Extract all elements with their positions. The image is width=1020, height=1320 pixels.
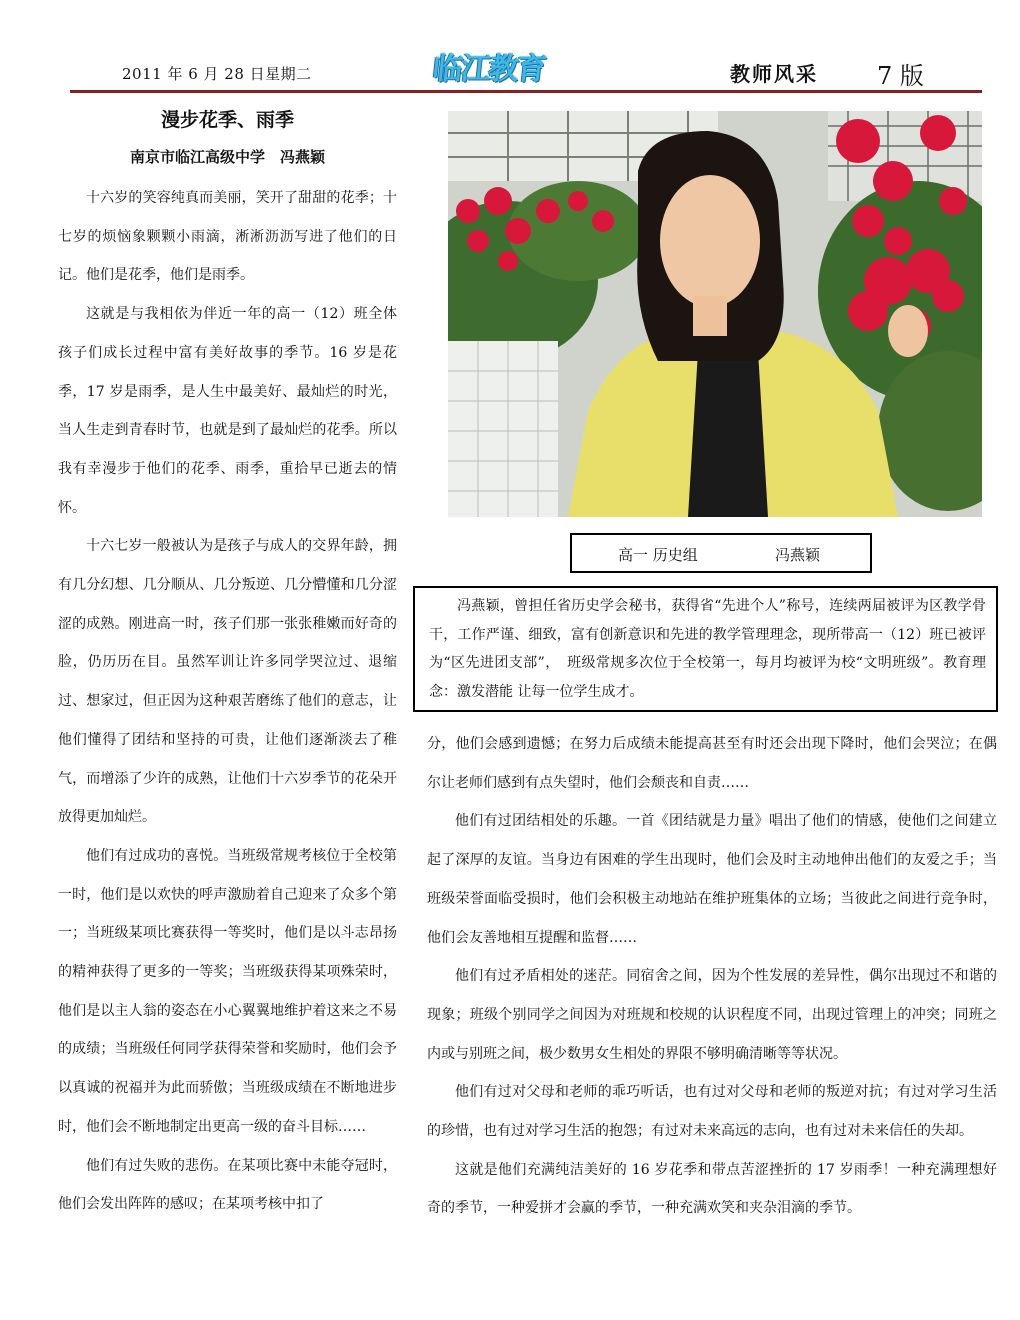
teacher-photo: [448, 111, 982, 517]
paragraph: 十六岁的笑容纯真而美丽，笑开了甜甜的花季；十七岁的烦恼象颗颗小雨滴，淅淅沥沥写进了他们的日记。他们是花季，他们是雨季。: [58, 190, 397, 284]
paragraph: 他们有过成功的喜悦。当班级常规考核位于全校第一时，他们是以欢快的呼声激励着自己迎来了众多个第一；当班级某项比赛获得一等奖时，他们是以斗志昂扬的精神获得了更多的一等奖；当班级获得某项殊荣时，他们是以主人翁的姿态在小心翼翼地维护着这来之不易的成绩；当班级任何同学获得荣誉和奖励时，他们会予以真诚的祝福并为此而骄傲；当班级成绩在不断地进步时，他们会不断地制定出更高一级的奋斗目标……: [58, 847, 397, 1135]
teacher-bio: 冯燕颖，曾担任省历史学会秘书，获得省“先进个人”称号，连续两届被评为区教学骨干，工作严谨、细致，富有创新意识和先进的教学管理理念，现所带高一（12）班已被评为“区先进团支部”， 班级常规多次位于全校第一，每月均被评为校“文明班级”。教育理念：激发潜能 让每一位学生成才。: [429, 598, 986, 700]
article-title: 漫步花季、雨季: [160, 109, 294, 131]
caption-name: 冯燕颖: [775, 546, 821, 564]
header-rule: [70, 90, 982, 93]
article-column-left: [58, 179, 397, 1224]
paragraph: 他们有过对父母和老师的乖巧听话，也有过对父母和老师的叛逆对抗；有过对学习生活的珍惜，也有过对学习生活的抱怨；有过对未来高远的志向，也有过对未来信任的失却。: [427, 1084, 997, 1140]
paragraph: 他们有过矛盾相处的迷茫。同宿舍之间，因为个性发展的差异性，偶尔出现过不和谐的现象；班级个别同学之间因为对班规和校规的认识程度不同，出现过管理上的冲突；同班之内或与别班之间，极少数男女生相处的界限不够明确清晰等等状况。: [427, 968, 997, 1062]
caption-group: 高一 历史组: [618, 546, 698, 564]
article-byline: 南京市临江高级中学 冯燕颖: [129, 148, 325, 166]
newspaper-logo: 临江教育: [430, 52, 547, 87]
teacher-bio-box: [413, 586, 998, 712]
section-title: 教师风采: [730, 62, 818, 86]
paragraph: 他们有过团结相处的乐趣。一首《团结就是力量》唱出了他们的情感，使他们之间建立起了深厚的友谊。当身边有困难的学生出现时，他们会及时主动地伸出他们的友爱之手；当班级荣誉面临受损时，他们会积极主动地站在维护班集体的立场；当彼此之间进行竞争时，他们会友善地相互提醒和监督……: [427, 813, 997, 946]
paragraph: 分，他们会感到遗憾；在努力后成绩未能提高甚至有时还会出现下降时，他们会哭泣；在偶尔让老师们感到有点失望时，他们会颓丧和自责……: [427, 736, 997, 791]
paragraph: 他们有过失败的悲伤。在某项比赛中未能夺冠时，他们会发出阵阵的感叹；在某项考核中扣了: [58, 1157, 397, 1213]
paragraph: 这就是与我相依为伴近一年的高一（12）班全体孩子们成长过程中富有美好故事的季节。16 岁是花季，17 岁是雨季，是人生中最美好、最灿烂的时光，当人生走到青春时节，也就是到了最灿烂的花季。所以我有幸漫步于他们的花季、雨季，重拾早已逝去的情怀。: [58, 306, 397, 516]
article-column-right: [427, 725, 997, 1228]
page-number: 7 版: [877, 62, 924, 90]
paragraph: 这就是他们充满纯洁美好的 16 岁花季和带点苦涩挫折的 17 岁雨季！一种充满理想好奇的季节，一种爱拼才会赢的季节，一种充满欢笑和夹杂泪滴的季节。: [427, 1161, 997, 1217]
paragraph: 十六七岁一般被认为是孩子与成人的交界年龄，拥有几分幻想、几分顺从、几分叛逆、几分懵懂和几分涩涩的成熟。刚进高一时，孩子们那一张张稚嫩而好奇的脸，仍历历在目。虽然军训让许多同学哭泣过、退缩过、想家过，但正因为这种艰苦磨练了他们的意志，让他们懂得了团结和坚持的可贵，让他们逐渐淡去了稚气，而增添了少许的成熟，让他们十六岁季节的花朵开放得更加灿烂。: [58, 538, 397, 826]
issue-date: 2011 年 6 月 28 日星期二: [122, 65, 312, 83]
photo-caption: [570, 533, 872, 573]
